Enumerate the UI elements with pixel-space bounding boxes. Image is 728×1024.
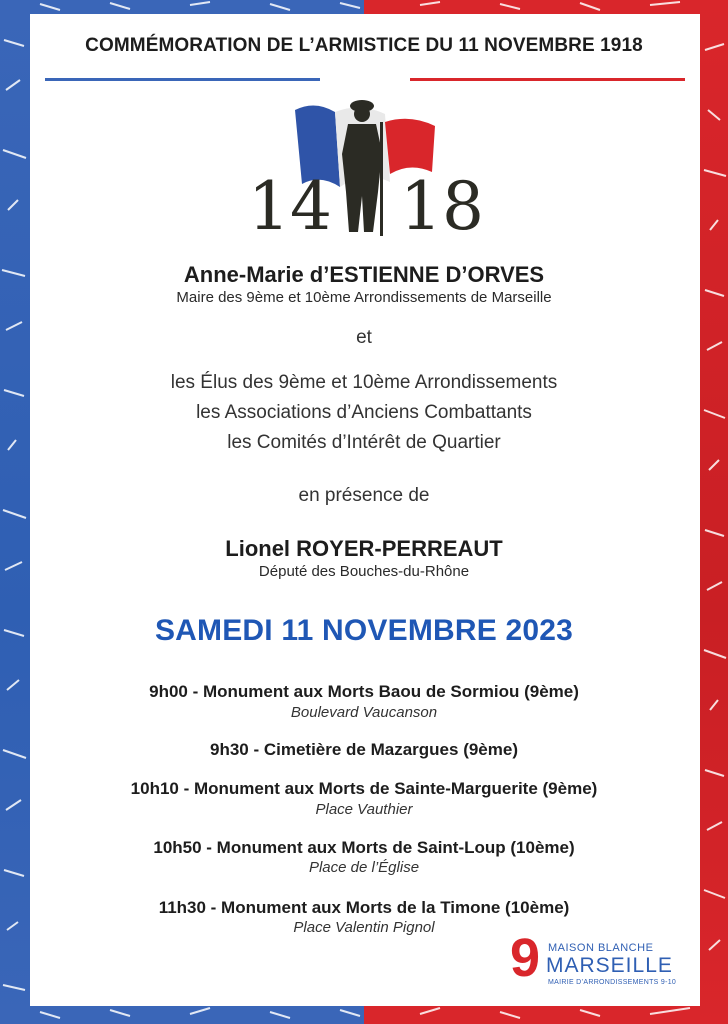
logo-line-3: MAIRIE D’ARRONDISSEMENTS 9-10	[548, 979, 677, 986]
event-2-title: 9h30 - Cimetière de Mazargues (9ème)	[209, 740, 518, 759]
co-host-line-1: les Élus des 9ème et 10ème Arrondissements	[170, 372, 558, 393]
host-role: Maire des 9ème et 10ème Arrondissements de Marseille	[176, 289, 552, 306]
mairie-logo	[510, 928, 690, 994]
emblem	[240, 92, 490, 245]
guest-role: Député des Bouches-du-Rhône	[258, 563, 470, 580]
event-3-place: Place Vauthier	[315, 801, 413, 818]
event-4-place: Place de l’Église	[308, 859, 420, 876]
event-1-place: Boulevard Vaucanson	[290, 704, 438, 721]
year-right: 18	[400, 168, 484, 245]
title-rule-blue	[45, 78, 320, 81]
event-1-title: 9h00 - Monument aux Morts Baou de Sormiou (9ème)	[149, 682, 579, 701]
event-3-title: 10h10 - Monument aux Morts de Sainte-Marguerite (9ème)	[130, 779, 598, 798]
logo-line-2: MARSEILLE	[546, 954, 673, 977]
conjunction-text: et	[356, 327, 372, 348]
co-host-line-2: les Associations d’Anciens Combattants	[196, 402, 532, 423]
guest-name: Lionel ROYER-PERREAUT	[225, 536, 503, 561]
year-left: 14	[248, 168, 332, 245]
logo-line-1: MAISON BLANCHE	[548, 942, 654, 954]
presence-text: en présence de	[298, 485, 430, 506]
page-title: COMMÉMORATION DE L’ARMISTICE DU 11 NOVEMBRE 1918	[85, 35, 643, 56]
title-rule-red	[410, 78, 685, 81]
co-host-line-3: les Comités d’Intérêt de Quartier	[227, 432, 501, 453]
event-date: SAMEDI 11 NOVEMBRE 2023	[154, 614, 574, 647]
event-5-place: Place Valentin Pignol	[293, 919, 435, 936]
event-4-title: 10h50 - Monument aux Morts de Saint-Loup (10ème)	[153, 838, 575, 857]
logo-numeral: 9	[510, 928, 541, 988]
host-name: Anne-Marie d’ESTIENNE D’ORVES	[183, 262, 545, 287]
event-5-title: 11h30 - Monument aux Morts de la Timone (10ème)	[158, 898, 570, 917]
